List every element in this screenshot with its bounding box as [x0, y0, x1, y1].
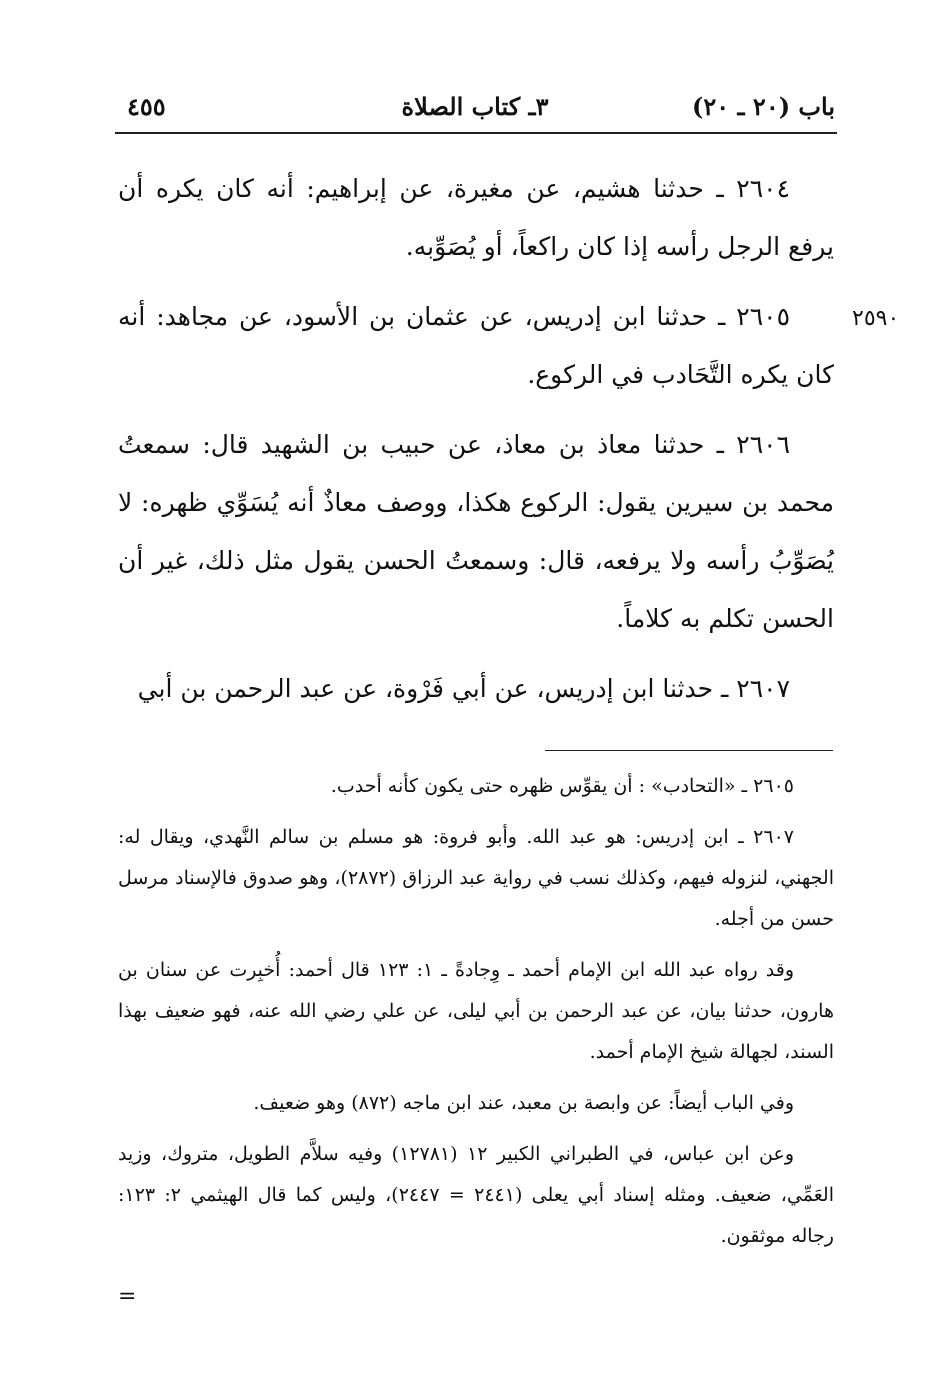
book-title: ٣ـ كتاب الصلاة: [401, 92, 549, 121]
footnote-ibn-abbas: وعن ابن عباس، في الطبراني الكبير ١٢ (١٢٧٨١) وفيه سلاَّم الطويل، متروك، وزيد العَمِّي، ضعيف. ومثله إسناد أبي يعلى (٢٤٤١ = ٢٤٤٧)، وليس كما قال الهيثمي ٢: ١٢٣: رجاله موثقون.: [118, 1143, 834, 1247]
hadith-2607: ٢٦٠٧ ـ حدثنا ابن إدريس، عن أبي فَرْوة، عن عبد الرحمن بن أبي: [137, 674, 790, 703]
footnote-ahmad-narration: وقد رواه عبد الله ابن الإمام أحمد ـ وِجادةً ـ ١: ١٢٣ قال أحمد: أُخبِرت عن سنان بن هارون، حدثنا بيان، عن عبد الرحمن بن أبي ليلى، عن علي رضي الله عنه، فهو ضعيف بهذا السند، لجهالة شيخ الإمام أحمد.: [118, 959, 834, 1063]
footnote-wabisa: وفي الباب أيضاً: عن وابصة بن معبد، عند ابن ماجه (٨٧٢) وهو ضعيف.: [253, 1092, 794, 1114]
hadith-2605: ٢٦٠٥ ـ حدثنا ابن إدريس، عن عثمان بن الأسود، عن مجاهد: أنه كان يكره التَّحَادب في الركوع.: [118, 302, 834, 389]
header-rule: [115, 132, 837, 134]
margin-reference: ٢٥٩٠: [852, 306, 900, 331]
hadith-2606: ٢٦٠٦ ـ حدثنا معاذ بن معاذ، عن حبيب بن الشهيد قال: سمعتُ محمد بن سيرين يقول: الركوع هكذا، ووصف معاذٌ أنه يُسَوِّي ظهره: لا يُصَوِّبُ رأسه ولا يرفعه، قال: وسمعتُ الحسن يقول مثل ذلك، غير أن الحسن تكلم به كلاماً.: [118, 430, 834, 633]
footnote-2607: ٢٦٠٧ ـ ابن إدريس: هو عبد الله. وأبو فروة: هو مسلم بن سالم النَّهدي، ويقال له: الجهني، لنزوله فيهم، وكذلك نسب في رواية عبد الرزاق (٢٨٧٢)، وهو صدوق فالإسناد مرسل حسن من أجله.: [118, 826, 834, 930]
chapter-title: باب (٢٠ ـ ٢٠): [692, 92, 835, 121]
hadith-2604: ٢٦٠٤ ـ حدثنا هشيم، عن مغيرة، عن إبراهيم: أنه كان يكره أن يرفع الرجل رأسه إذا كان راكعاً، أو يُصَوِّبه.: [118, 174, 834, 261]
footnotes: [118, 766, 834, 1267]
footnote-2605: ٢٦٠٥ ـ «التحادب» : أن يقوِّس ظهره حتى يكون كأنه أحدب.: [330, 775, 794, 797]
page-header: [115, 92, 835, 132]
footnote-rule: [545, 750, 833, 751]
continuation-mark: =: [118, 1284, 137, 1309]
page-number: ٤٥٥: [127, 92, 166, 121]
main-text: [118, 160, 834, 730]
